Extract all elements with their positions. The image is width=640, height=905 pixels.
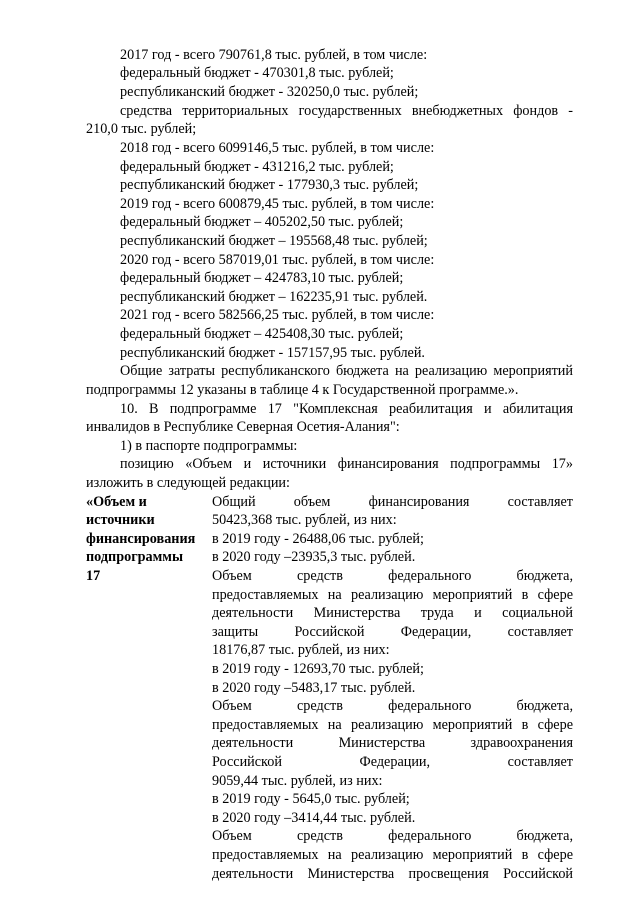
table-content-line: деятельности Министерства просвещения Российской [212,866,573,882]
text-line: позицию «Объем и источники финансирования подпрограммы 17» [120,456,573,472]
table-content-line: деятельности Министерства здравоохранения [212,735,573,751]
text-line: 2017 год - всего 790761,8 тыс. рублей, в том числе: [120,47,428,63]
text-line: федеральный бюджет - 470301,8 тыс. рублей; [120,65,394,81]
text-line: республиканский бюджет – 162235,91 тыс. рублей. [120,289,428,305]
table-label-line: 17 [86,568,101,584]
text-line: республиканский бюджет – 195568,48 тыс. рублей; [120,233,428,249]
table-label-line: финансирования [86,531,196,547]
text-line: федеральный бюджет – 425408,30 тыс. рублей; [120,326,404,342]
text-line: федеральный бюджет – 405202,50 тыс. рублей; [120,214,404,230]
text-line: 2018 год - всего 6099146,5 тыс. рублей, в том числе: [120,140,435,156]
table-content-line: Объем средств федерального бюджета, [212,828,573,844]
table-content-line: Объем средств федерального бюджета, [212,568,573,584]
table-content-line: 18176,87 тыс. рублей, из них: [212,642,390,658]
text-line: средства территориальных государственных внебюджетных фондов - [120,103,573,119]
table-content-line: деятельности Министерства труда и социальной [212,605,573,621]
text-line: федеральный бюджет – 424783,10 тыс. рублей; [120,270,404,286]
table-content-line: в 2020 году –23935,3 тыс. рублей. [212,549,416,565]
table-label-line: подпрограммы [86,549,184,565]
text-line: изложить в следующей редакции: [86,475,290,491]
text-line: 1) в паспорте подпрограммы: [120,438,298,454]
text-line: 2020 год - всего 587019,01 тыс. рублей, в том числе: [120,252,435,268]
table-content-line: 9059,44 тыс. рублей, из них: [212,773,383,789]
text-line: Общие затраты республиканского бюджета на реализацию мероприятий [120,363,573,379]
text-line: республиканский бюджет - 320250,0 тыс. рублей; [120,84,419,100]
text-line: республиканский бюджет - 157157,95 тыс. рублей. [120,345,425,361]
table-content-line: в 2020 году –5483,17 тыс. рублей. [212,680,416,696]
table-content-line: в 2019 году - 5645,0 тыс. рублей; [212,791,410,807]
text-line: федеральный бюджет - 431216,2 тыс. рублей; [120,159,394,175]
table-content-line: Общий объем финансирования составляет [212,494,573,510]
text-line: инвалидов в Республике Северная Осетия-Алания": [86,419,400,435]
table-content-line: в 2019 году - 26488,06 тыс. рублей; [212,531,424,547]
text-line: 2019 год - всего 600879,45 тыс. рублей, в том числе: [120,196,435,212]
text-line: 10. В подпрограмме 17 "Комплексная реабилитация и абилитация [120,401,573,417]
table-content-line: 50423,368 тыс. рублей, из них: [212,512,397,528]
table-label-line: «Объем и [86,494,147,510]
text-line: 2021 год - всего 582566,25 тыс. рублей, в том числе: [120,307,435,323]
table-content-line: предоставляемых на реализацию мероприятий в сфере [212,587,573,603]
text-line: подпрограммы 12 указаны в таблице 4 к Государственной программе.». [86,382,519,398]
table-content-line: предоставляемых на реализацию мероприятий в сфере [212,717,573,733]
table-label-line: источники [86,512,155,528]
table-content-line: Объем средств федерального бюджета, [212,698,573,714]
table-content-line: в 2020 году –3414,44 тыс. рублей. [212,810,416,826]
text-line: 210,0 тыс. рублей; [86,121,197,137]
table-content-line: защиты Российской Федерации, составляет [212,624,573,640]
text-line: республиканский бюджет - 177930,3 тыс. рублей; [120,177,419,193]
table-content-line: предоставляемых на реализацию мероприятий в сфере [212,847,573,863]
table-content-line: Российской Федерации, составляет [212,754,573,770]
table-content-line: в 2019 году - 12693,70 тыс. рублей; [212,661,424,677]
